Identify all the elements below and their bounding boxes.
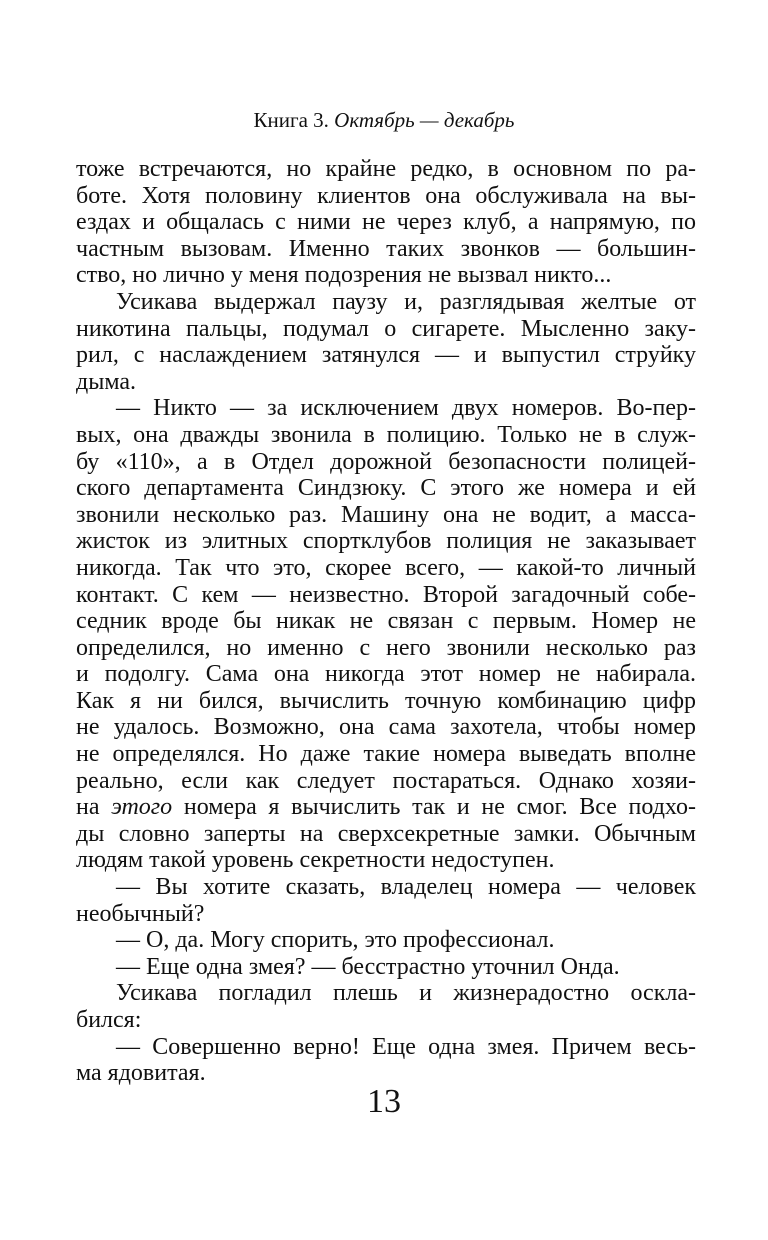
text-line: бу «110», а в Отдел дорожной безопасности полицей- [76,448,696,475]
text-line: ездах и общалась с ними не через клуб, а напрямую, по [76,209,696,236]
text-line: — Еще одна змея? — бесстрастно уточнил Онда. [116,953,620,980]
text-fragment: номера я вычислить так и не смог. Все подхо- [172,794,696,821]
text-line: седник вроде бы никак не связан с первым. Номер не [76,608,696,635]
text-line: Усикава выдержал паузу и, разглядывая желтые от [116,288,696,315]
book-subtitle: Октябрь — декабрь [334,108,515,132]
text-line: контакт. С кем — неизвестно. Второй загадочный собе- [76,581,696,608]
text-line: никогда. Так что это, скорее всего, — какой-то личный [76,554,696,581]
page-number: 13 [367,1083,401,1120]
running-header [0,107,768,133]
text-line: ма ядовитая. [76,1060,206,1087]
text-line: Как я ни бился, вычислить точную комбинацию цифр [76,687,696,714]
text-line-with-emphasis [76,794,696,821]
text-line: жисток из элитных спортклубов полиция не заказывает [76,528,696,555]
text-line: дыма. [76,368,137,395]
text-line: — Вы хотите сказать, владелец номера — человек [116,874,696,901]
text-line: необычный? [76,900,205,927]
text-line: бился: [76,1007,142,1033]
text-line: — Совершенно верно! Еще одна змея. Причем весь- [116,1033,696,1060]
text-line: никотина пальцы, подумал о сигарете. Мысленно заку- [76,315,696,342]
text-line: ство, но лично у меня подозрения не вызвал никто... [76,262,612,289]
text-line: и подолгу. Сама она никогда этот номер не набирала. [76,661,696,688]
text-line: — Никто — за исключением двух номеров. Во-пер- [116,395,696,422]
text-line: Усикава погладил плешь и жизнерадостно оскла- [116,980,696,1007]
text-line: звонили несколько раз. Машину она не водит, а масса- [76,501,696,528]
text-line: тоже встречаются, но крайне редко, в основном по ра- [76,156,696,182]
text-line: рил, с наслаждением затянулся — и выпустил струйку [76,342,696,369]
text-fragment: на [76,794,112,821]
emphasized-word: этого [111,794,173,821]
text-line: — О, да. Могу спорить, это профессионал. [116,927,555,954]
text-line: не определялся. Но даже такие номера выведать вполне [76,741,696,768]
text-line: определился, но именно с него звонили несколько раз [76,634,696,661]
text-line: ского департамента Синдзюку. С этого же номера и ей [76,475,696,502]
text-line: ды словно заперты на сверхсекретные замки. Обычным [76,820,696,847]
text-line: боте. Хотя половину клиентов она обслуживала на вы- [76,182,696,209]
book-label: Книга 3. [253,108,329,132]
text-line: реально, если как следует постараться. Однако хозяи- [76,767,696,794]
body-text [76,156,696,1087]
text-line: людям такой уровень секретности недоступен. [76,847,555,874]
text-line: не удалось. Возможно, она сама захотела, чтобы номер [76,714,696,741]
text-line: вых, она дважды звонила в полицию. Только не в служ- [76,421,696,448]
text-line: частным вызовам. Именно таких звонков — большин- [76,235,696,262]
